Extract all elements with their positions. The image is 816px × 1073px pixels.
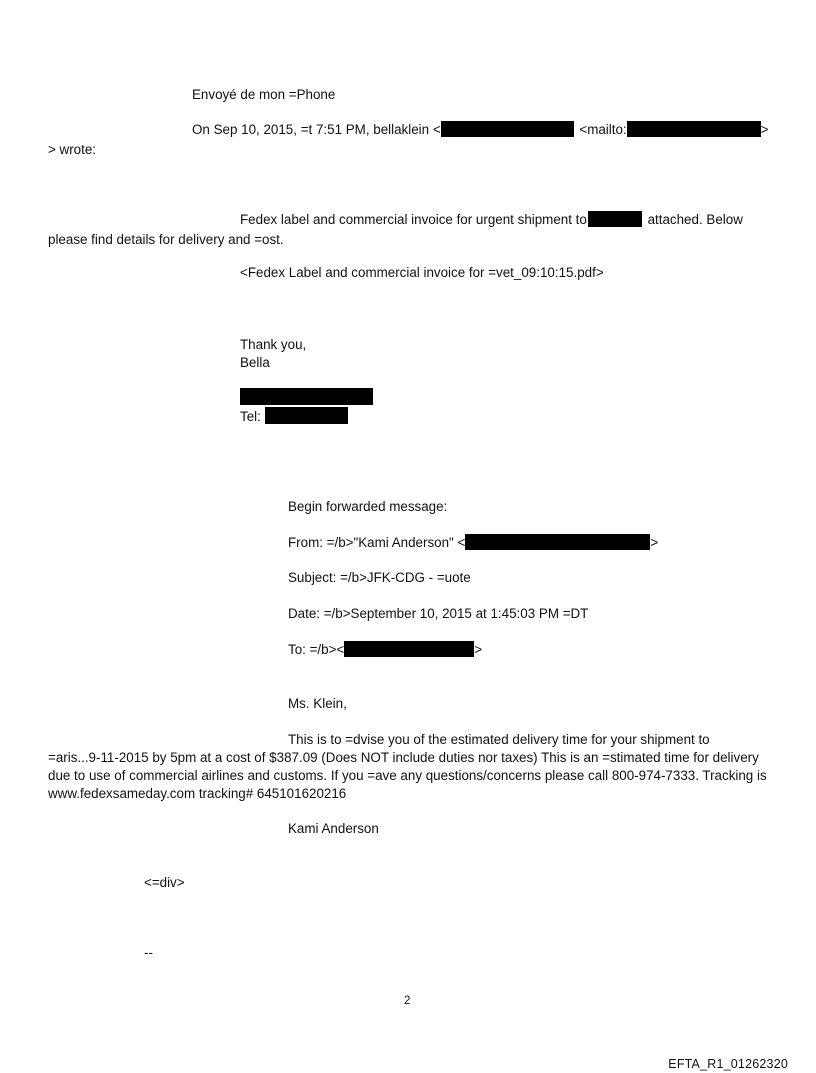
subject-line: Subject: =/b>JFK-CDG - =uote <box>288 570 471 585</box>
wrote-line: > wrote: <box>48 142 97 157</box>
from-suffix: > <box>650 535 659 550</box>
body-line-2: =aris...9-11-2015 by 5pm at a cost of $387.09 (Does NOT include duties nor taxes) This is an =stimated time for delivery <box>48 750 759 765</box>
div-tag-line: <=div> <box>144 875 185 890</box>
redaction-bar <box>465 534 650 550</box>
redaction-bar <box>240 388 373 405</box>
redaction-bar <box>588 211 642 227</box>
to-prefix: To: =/b>< <box>288 642 345 657</box>
from-line <box>288 534 658 551</box>
redaction-bar <box>344 641 474 657</box>
sign-off: Kami Anderson <box>288 821 379 836</box>
on-line-prefix: On Sep 10, 2015, =t 7:51 PM, bellaklein < <box>192 122 441 137</box>
tel-label: Tel: <box>240 409 261 424</box>
fedex-text: Fedex label and commercial invoice for urgent shipment to <box>240 212 587 227</box>
date-line: Date: =/b>September 10, 2015 at 1:45:03 PM =DT <box>288 606 589 621</box>
document-id: EFTA_R1_01262320 <box>668 1057 788 1071</box>
tel-line <box>240 408 261 425</box>
sent-from-line: Envoyé de mon =Phone <box>192 87 336 102</box>
body-line-3: due to use of commercial airlines and customs. If you =ave any questions/concerns please call 800-974-7333. Tracking is <box>48 768 767 783</box>
redaction-bar <box>265 407 348 424</box>
fedex-line-2: please find details for delivery and =ost. <box>48 232 284 247</box>
redaction-bar <box>627 121 761 137</box>
from-prefix: From: =/b>"Kami Anderson" < <box>288 535 466 550</box>
to-suffix: > <box>474 642 483 657</box>
dashes-line: -- <box>144 945 153 960</box>
mailto-prefix: <mailto: <box>579 122 627 137</box>
body-line-1: This is to =dvise you of the estimated delivery time for your shipment to <box>288 732 710 747</box>
redaction-bar <box>441 121 574 137</box>
attachment-line: <Fedex Label and commercial invoice for =vet_09:10:15.pdf> <box>240 265 604 280</box>
greeting-line: Ms. Klein, <box>288 696 347 711</box>
on-wrote-header <box>192 121 768 138</box>
page-number: 2 <box>404 995 411 1007</box>
thanks-line: Thank you, <box>240 337 307 352</box>
mailto-close: > <box>760 122 769 137</box>
begin-forwarded: Begin forwarded message: <box>288 499 448 514</box>
to-line <box>288 641 482 658</box>
fedex-text-2: attached. Below <box>647 212 743 227</box>
signature-name: Bella <box>240 355 270 370</box>
body-line-4: www.fedexsameday.com tracking# 645101620216 <box>48 786 347 801</box>
fedex-line-1 <box>240 211 743 228</box>
